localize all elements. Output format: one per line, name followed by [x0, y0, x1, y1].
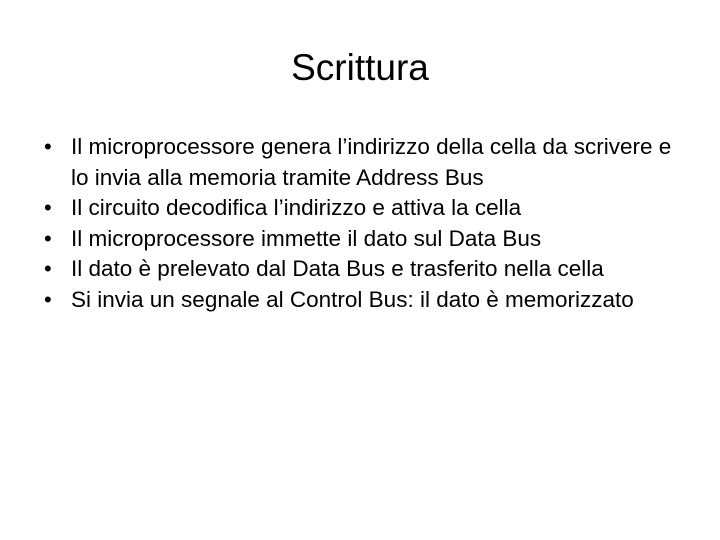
bullet-dot-icon: •: [44, 134, 52, 159]
bullet-dot-icon: •: [44, 225, 52, 251]
bullet-text: Il microprocessore immette il dato sul Data Bus: [71, 225, 542, 251]
bullet-list: [44, 132, 684, 315]
bullet-item: [44, 254, 684, 285]
bullet-item: [44, 132, 684, 193]
bullet-dot-icon: •: [44, 256, 52, 281]
bullet-text: Il circuito decodifica l’indirizzo e attiva la cella: [71, 195, 522, 220]
bullet-text: Il dato è prelevato dal Data Bus e trasferito nella cella: [71, 256, 604, 281]
bullet-dot-icon: •: [44, 195, 52, 220]
bullet-item: [44, 285, 684, 316]
bullet-dot-icon: •: [44, 286, 52, 312]
bullet-item: [44, 224, 684, 255]
bullet-text: Il microprocessore genera l’indirizzo della cella da scrivere e lo invia alla memoria tramite Address Bus: [71, 134, 672, 190]
bullet-text: Si invia un segnale al Control Bus: il dato è memorizzato: [71, 286, 634, 312]
slide-title: Scrittura: [291, 47, 429, 88]
bullet-item: [44, 193, 684, 224]
